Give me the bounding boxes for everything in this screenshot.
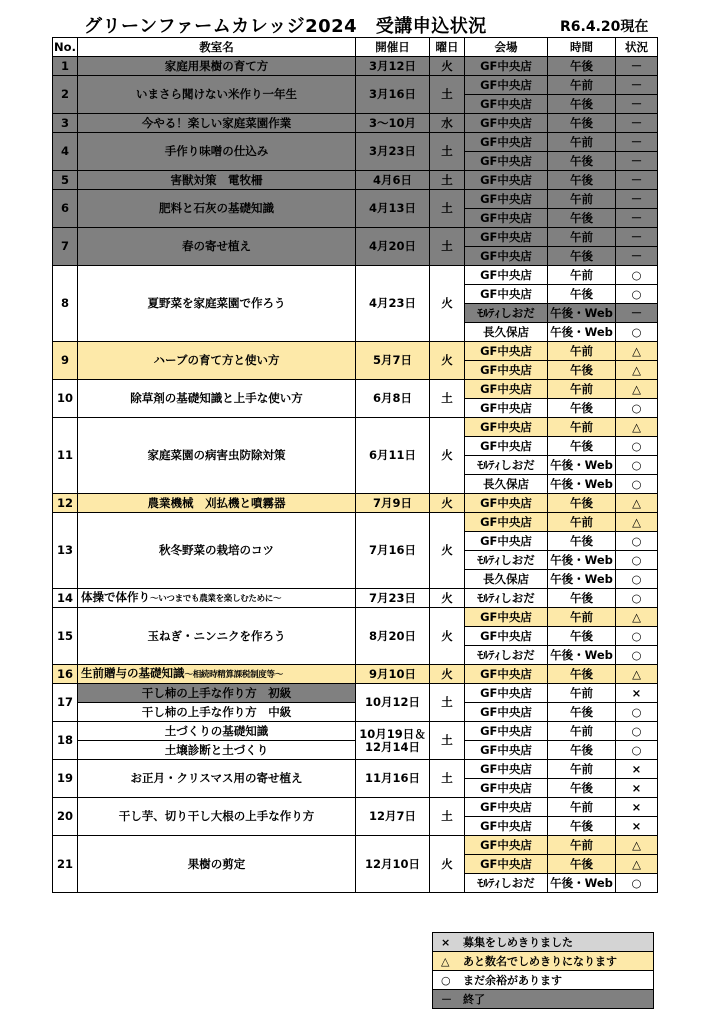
- session-time: 午後: [548, 152, 616, 171]
- session-time: 午後・Web: [548, 551, 616, 570]
- table-row: [53, 684, 658, 703]
- class-number: 21: [53, 836, 78, 893]
- session-venue: GF中央店: [465, 190, 548, 209]
- class-number: 1: [53, 57, 78, 76]
- class-number: 10: [53, 380, 78, 418]
- legend-available: [433, 971, 654, 990]
- session-time: 午前: [548, 228, 616, 247]
- class-date: 5月7日: [356, 342, 430, 380]
- session-status: －: [616, 209, 658, 228]
- class-day: 土: [430, 76, 465, 114]
- session-time: 午後: [548, 817, 616, 836]
- class-date: 3月16日: [356, 76, 430, 114]
- class-name: 果樹の剪定: [78, 836, 356, 893]
- session-status: △: [616, 665, 658, 684]
- session-status: △: [616, 380, 658, 399]
- class-day: 土: [430, 760, 465, 798]
- session-time: 午前: [548, 76, 616, 95]
- session-venue: GF中央店: [465, 95, 548, 114]
- session-venue: GF中央店: [465, 608, 548, 627]
- session-status: －: [616, 114, 658, 133]
- session-time: 午後: [548, 209, 616, 228]
- session-time: 午前: [548, 266, 616, 285]
- session-status: －: [616, 247, 658, 266]
- class-number: 9: [53, 342, 78, 380]
- session-venue: GF中央店: [465, 437, 548, 456]
- session-status: ○: [616, 266, 658, 285]
- session-time: 午後: [548, 589, 616, 608]
- class-number: 16: [53, 665, 78, 684]
- session-venue: GF中央店: [465, 57, 548, 76]
- session-status: ○: [616, 285, 658, 304]
- class-name: ハーブの育て方と使い方: [78, 342, 356, 380]
- class-date: 7月23日: [356, 589, 430, 608]
- class-name: [78, 589, 356, 608]
- class-number: 4: [53, 133, 78, 171]
- session-time: 午前: [548, 836, 616, 855]
- session-venue: GF中央店: [465, 285, 548, 304]
- session-venue: 長久保店: [465, 323, 548, 342]
- session-venue: GF中央店: [465, 228, 548, 247]
- table-row: [53, 608, 658, 627]
- session-venue: GF中央店: [465, 494, 548, 513]
- session-status: －: [616, 76, 658, 95]
- class-name: 干し柿の上手な作り方 中級: [78, 703, 356, 722]
- class-number: 8: [53, 266, 78, 342]
- session-venue: 長久保店: [465, 570, 548, 589]
- session-time: 午後・Web: [548, 323, 616, 342]
- session-venue: GF中央店: [465, 532, 548, 551]
- session-status: ○: [616, 437, 658, 456]
- session-time: 午前: [548, 513, 616, 532]
- session-status: △: [616, 608, 658, 627]
- class-date: 12月7日: [356, 798, 430, 836]
- session-status: △: [616, 513, 658, 532]
- session-time: 午前: [548, 798, 616, 817]
- header-venue: 会場: [465, 38, 548, 57]
- table-row: [53, 133, 658, 152]
- class-date: 4月6日: [356, 171, 430, 190]
- session-status: △: [616, 836, 658, 855]
- dash-symbol: －: [441, 993, 452, 1006]
- session-time: 午後・Web: [548, 570, 616, 589]
- session-venue: GF中央店: [465, 703, 548, 722]
- session-venue: 長久保店: [465, 475, 548, 494]
- session-status: －: [616, 190, 658, 209]
- header-time: 時間: [548, 38, 616, 57]
- class-date: 7月16日: [356, 513, 430, 589]
- session-time: 午前: [548, 342, 616, 361]
- session-time: 午後: [548, 665, 616, 684]
- class-day: 火: [430, 836, 465, 893]
- session-status: ○: [616, 323, 658, 342]
- class-number: 14: [53, 589, 78, 608]
- session-time: 午後: [548, 114, 616, 133]
- page-title: グリーンファームカレッジ2024 受講申込状況: [84, 16, 487, 37]
- session-status: ×: [616, 684, 658, 703]
- class-number: 13: [53, 513, 78, 589]
- class-day: 水: [430, 114, 465, 133]
- session-status: ○: [616, 589, 658, 608]
- header-no: No.: [53, 38, 78, 57]
- session-venue: ﾓﾙﾃｨしおだ: [465, 874, 548, 893]
- class-day: 土: [430, 798, 465, 836]
- session-venue: ﾓﾙﾃｨしおだ: [465, 456, 548, 475]
- session-venue: GF中央店: [465, 817, 548, 836]
- class-number: 20: [53, 798, 78, 836]
- as-of-date: R6.4.20現在: [560, 19, 649, 35]
- session-time: 午後: [548, 779, 616, 798]
- class-day: 土: [430, 722, 465, 760]
- session-status: ○: [616, 646, 658, 665]
- table-row: [53, 228, 658, 247]
- session-time: 午後: [548, 627, 616, 646]
- class-number: 18: [53, 722, 78, 760]
- class-day: 火: [430, 513, 465, 589]
- session-venue: GF中央店: [465, 209, 548, 228]
- session-time: 午後: [548, 855, 616, 874]
- class-day: 火: [430, 342, 465, 380]
- session-venue: GF中央店: [465, 361, 548, 380]
- session-status: －: [616, 57, 658, 76]
- class-day: 火: [430, 494, 465, 513]
- session-venue: GF中央店: [465, 855, 548, 874]
- class-date-line: 10月19日＆: [359, 726, 426, 741]
- class-number: 12: [53, 494, 78, 513]
- class-date: 6月11日: [356, 418, 430, 494]
- session-venue: GF中央店: [465, 627, 548, 646]
- class-name: 家庭菜園の病害虫防除対策: [78, 418, 356, 494]
- session-venue: GF中央店: [465, 133, 548, 152]
- session-time: 午前: [548, 133, 616, 152]
- legend-text: 募集をしめきりました: [463, 936, 573, 949]
- session-status: ○: [616, 399, 658, 418]
- class-date: 10月12日: [356, 684, 430, 722]
- session-status: －: [616, 171, 658, 190]
- session-status: △: [616, 361, 658, 380]
- session-time: 午後: [548, 171, 616, 190]
- class-day: 火: [430, 665, 465, 684]
- header-status: 状況: [616, 38, 658, 57]
- class-day: 火: [430, 57, 465, 76]
- class-name: 春の寄せ植え: [78, 228, 356, 266]
- session-venue: GF中央店: [465, 399, 548, 418]
- table-row: [53, 494, 658, 513]
- session-time: 午後: [548, 95, 616, 114]
- class-number: 6: [53, 190, 78, 228]
- session-status: ×: [616, 798, 658, 817]
- table-row: [53, 57, 658, 76]
- class-name: 肥料と石灰の基礎知識: [78, 190, 356, 228]
- table-row: [53, 76, 658, 95]
- class-day: 火: [430, 418, 465, 494]
- session-venue: GF中央店: [465, 760, 548, 779]
- class-day: 土: [430, 684, 465, 722]
- legend-text: 終了: [463, 993, 485, 1006]
- header-class-name: 教室名: [78, 38, 356, 57]
- table-row: [53, 741, 658, 760]
- class-name-main: 体操で体作り: [81, 590, 150, 605]
- class-date: 12月10日: [356, 836, 430, 893]
- enrollment-table: [52, 37, 658, 893]
- class-name-sub: ～いつまでも農業を楽しむために～: [150, 594, 282, 605]
- legend-text: あと数名でしめきりになります: [463, 955, 617, 968]
- status-legend: [432, 932, 654, 1009]
- table-row: [53, 665, 658, 684]
- session-time: 午前: [548, 722, 616, 741]
- table-row: [53, 418, 658, 437]
- session-venue: GF中央店: [465, 76, 548, 95]
- class-name: 除草剤の基礎知識と上手な使い方: [78, 380, 356, 418]
- session-venue: GF中央店: [465, 114, 548, 133]
- class-day: 土: [430, 380, 465, 418]
- header-day: 曜日: [430, 38, 465, 57]
- session-status: △: [616, 855, 658, 874]
- session-venue: ﾓﾙﾃｨしおだ: [465, 646, 548, 665]
- table-row: [53, 171, 658, 190]
- class-name: 干し柿の上手な作り方 初級: [78, 684, 356, 703]
- session-status: ×: [616, 760, 658, 779]
- class-day: 土: [430, 190, 465, 228]
- class-number: 15: [53, 608, 78, 665]
- session-status: ○: [616, 456, 658, 475]
- session-venue: GF中央店: [465, 247, 548, 266]
- class-date: 3月23日: [356, 133, 430, 171]
- class-number: 2: [53, 76, 78, 114]
- session-time: 午後: [548, 247, 616, 266]
- class-number: 11: [53, 418, 78, 494]
- class-name: 土づくりの基礎知識: [78, 722, 356, 741]
- session-venue: GF中央店: [465, 342, 548, 361]
- session-time: 午前: [548, 608, 616, 627]
- class-number: 7: [53, 228, 78, 266]
- session-status: ○: [616, 703, 658, 722]
- session-status: ○: [616, 874, 658, 893]
- session-venue: GF中央店: [465, 266, 548, 285]
- class-number: 19: [53, 760, 78, 798]
- session-status: ○: [616, 627, 658, 646]
- class-number: 5: [53, 171, 78, 190]
- session-status: －: [616, 304, 658, 323]
- table-row: [53, 589, 658, 608]
- circle-symbol: ○: [441, 974, 451, 987]
- class-date: [356, 722, 430, 760]
- class-name: いまさら聞けない米作り一年生: [78, 76, 356, 114]
- class-date: 4月23日: [356, 266, 430, 342]
- class-date: 3～10月: [356, 114, 430, 133]
- session-time: 午後・Web: [548, 456, 616, 475]
- session-status: ×: [616, 779, 658, 798]
- class-date: 4月20日: [356, 228, 430, 266]
- session-status: ○: [616, 532, 658, 551]
- triangle-symbol: △: [441, 955, 450, 968]
- session-time: 午後: [548, 494, 616, 513]
- session-time: 午後: [548, 437, 616, 456]
- class-day: 土: [430, 228, 465, 266]
- class-name: 今やる！楽しい家庭菜園作業: [78, 114, 356, 133]
- legend-few-left: [433, 952, 654, 971]
- session-time: 午前: [548, 190, 616, 209]
- session-status: ○: [616, 475, 658, 494]
- class-number: 17: [53, 684, 78, 722]
- class-day: 火: [430, 589, 465, 608]
- class-date: 7月9日: [356, 494, 430, 513]
- session-venue: GF中央店: [465, 798, 548, 817]
- session-venue: GF中央店: [465, 513, 548, 532]
- session-time: 午後: [548, 703, 616, 722]
- session-status: ○: [616, 741, 658, 760]
- session-venue: GF中央店: [465, 722, 548, 741]
- session-time: 午後: [548, 399, 616, 418]
- session-status: ○: [616, 722, 658, 741]
- session-status: －: [616, 95, 658, 114]
- table-row: [53, 798, 658, 817]
- session-venue: GF中央店: [465, 171, 548, 190]
- class-name: 害獣対策 電牧柵: [78, 171, 356, 190]
- session-status: －: [616, 133, 658, 152]
- class-name: 秋冬野菜の栽培のコツ: [78, 513, 356, 589]
- table-header-row: [53, 38, 658, 57]
- header-date: 開催日: [356, 38, 430, 57]
- session-time: 午前: [548, 380, 616, 399]
- session-venue: GF中央店: [465, 741, 548, 760]
- session-venue: GF中央店: [465, 152, 548, 171]
- session-venue: GF中央店: [465, 779, 548, 798]
- class-date-line: 12月14日: [364, 739, 420, 754]
- table-row: [53, 114, 658, 133]
- class-name: [78, 665, 356, 684]
- session-venue: GF中央店: [465, 380, 548, 399]
- table-row: [53, 722, 658, 741]
- session-time: 午後・Web: [548, 475, 616, 494]
- class-date: 4月13日: [356, 190, 430, 228]
- legend-finished: [433, 990, 654, 1009]
- session-venue: ﾓﾙﾃｨしおだ: [465, 589, 548, 608]
- session-status: ×: [616, 817, 658, 836]
- session-status: △: [616, 494, 658, 513]
- class-day: 火: [430, 266, 465, 342]
- table-row: [53, 342, 658, 361]
- legend-closed: [433, 933, 654, 952]
- legend-text: まだ余裕があります: [463, 974, 562, 987]
- table-row: [53, 836, 658, 855]
- class-name: 干し芋、切り干し大根の上手な作り方: [78, 798, 356, 836]
- session-time: 午後: [548, 532, 616, 551]
- class-day: 火: [430, 608, 465, 665]
- class-date: 8月20日: [356, 608, 430, 665]
- session-status: ○: [616, 551, 658, 570]
- class-day: 土: [430, 133, 465, 171]
- session-venue: GF中央店: [465, 684, 548, 703]
- class-name: お正月・クリスマス用の寄せ植え: [78, 760, 356, 798]
- cross-symbol: ×: [441, 936, 451, 949]
- session-status: －: [616, 152, 658, 171]
- table-row: [53, 760, 658, 779]
- class-name: 手作り味噌の仕込み: [78, 133, 356, 171]
- session-time: 午後: [548, 285, 616, 304]
- session-venue: ﾓﾙﾃｨしおだ: [465, 551, 548, 570]
- class-number: 3: [53, 114, 78, 133]
- class-name: 家庭用果樹の育て方: [78, 57, 356, 76]
- class-name: 夏野菜を家庭菜園で作ろう: [78, 266, 356, 342]
- class-name: 農業機械 刈払機と噴霧器: [78, 494, 356, 513]
- class-date: 6月8日: [356, 380, 430, 418]
- session-time: 午前: [548, 418, 616, 437]
- session-status: ○: [616, 570, 658, 589]
- class-day: 土: [430, 171, 465, 190]
- session-status: △: [616, 418, 658, 437]
- table-row: [53, 703, 658, 722]
- table-row: [53, 513, 658, 532]
- session-time: 午後: [548, 57, 616, 76]
- session-status: －: [616, 228, 658, 247]
- session-venue: GF中央店: [465, 418, 548, 437]
- class-date: 3月12日: [356, 57, 430, 76]
- session-time: 午後: [548, 361, 616, 380]
- class-name: 玉ねぎ・ニンニクを作ろう: [78, 608, 356, 665]
- class-name-main: 生前贈与の基礎知識: [81, 666, 185, 681]
- session-venue: GF中央店: [465, 836, 548, 855]
- session-time: 午後・Web: [548, 874, 616, 893]
- session-time: 午前: [548, 760, 616, 779]
- session-status: △: [616, 342, 658, 361]
- table-row: [53, 380, 658, 399]
- session-time: 午後・Web: [548, 646, 616, 665]
- session-venue: GF中央店: [465, 665, 548, 684]
- table-row: [53, 190, 658, 209]
- table-row: [53, 266, 658, 285]
- session-time: 午前: [548, 684, 616, 703]
- class-name: 土壌診断と土づくり: [78, 741, 356, 760]
- session-venue: ﾓﾙﾃｨしおだ: [465, 304, 548, 323]
- class-date: 11月16日: [356, 760, 430, 798]
- session-time: 午後・Web: [548, 304, 616, 323]
- class-date: 9月10日: [356, 665, 430, 684]
- session-time: 午後: [548, 741, 616, 760]
- class-name-sub: ～相続時精算課税制度等～: [184, 670, 283, 681]
